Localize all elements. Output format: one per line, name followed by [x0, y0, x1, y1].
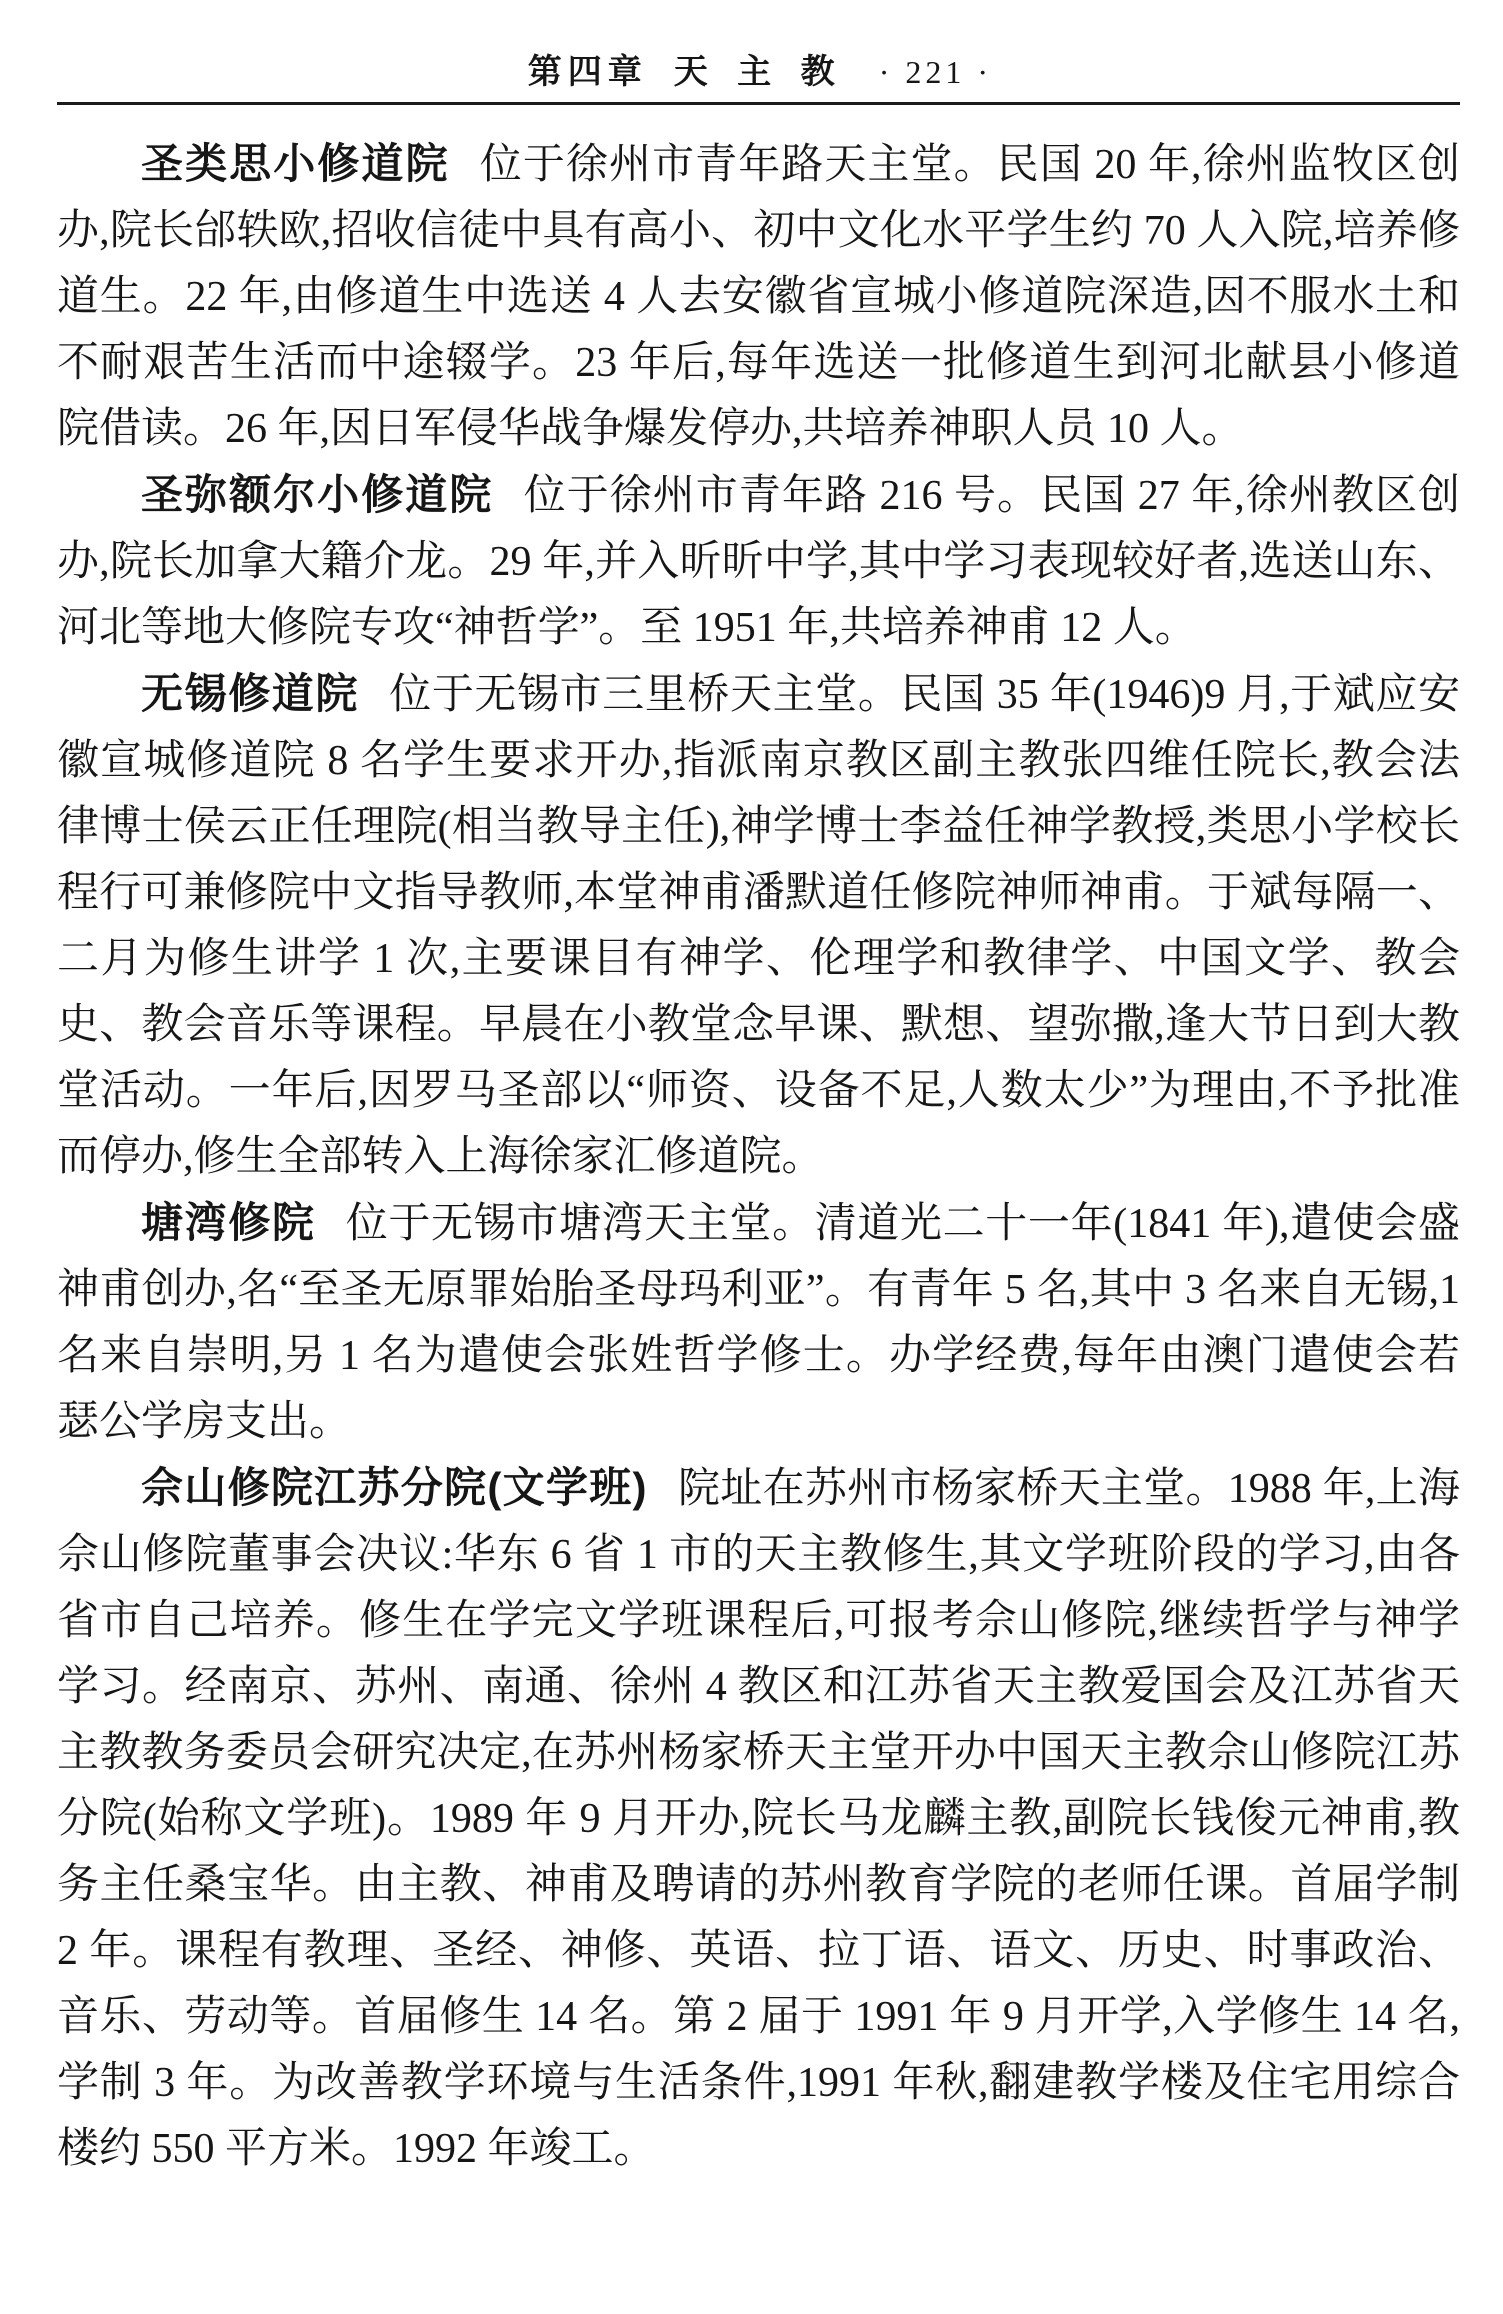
entry-paragraph [57, 131, 1460, 462]
entry-text: 位于无锡市三里桥天主堂。民国 35 年(1946)9 月,于斌应安徽宣城修道院 8 名学生要求开办,指派南京教区副主教张四维任院长,教会法律博士侯云正任理院(相当教导主任),神学博士李益任神学教授,类思小学校长程行可兼修院中文指导教师,本堂神甫潘默道任修院神师神甫。于斌每隔一、二月为修生讲学 1 次,主要课目有神学、伦理学和教律学、中国文学、教会史、教会音乐等课程。早晨在小教堂念早课、默想、望弥撒,逢大节日到大教堂活动。一年后,因罗马圣部以“师资、设备不足,人数太少”为理由,不予批准而停办,修生全部转入上海徐家汇修道院。 [57, 672, 1460, 1180]
page-number: · 221 · [878, 54, 992, 90]
entry-term: 塘湾修院 [141, 1199, 316, 1246]
entry-paragraph [57, 661, 1460, 1190]
entry-text: 院址在苏州市杨家桥天主堂。1988 年,上海佘山修院董事会决议:华东 6 省 1 市的天主教修生,其文学班阶段的学习,由各省市自己培养。修生在学完文学班课程后,可报考佘山修院,继续哲学与神学学习。经南京、苏州、南通、徐州 4 教区和江苏省天主教爱国会及江苏省天主教教务委员会研究决定,在苏州杨家桥天主堂开办中国天主教佘山修院江苏分院(始称文学班)。1989 年 9 月开办,院长马龙麟主教,副院长钱俊元神甫,教务主任桑宝华。由主教、神甫及聘请的苏州教育学院的老师任课。首届学制 2 年。课程有教理、圣经、神修、英语、拉丁语、语文、历史、时事政治、音乐、劳动等。首届修生 14 名。第 2 届于 1991 年 9 月开学,入学修生 14 名,学制 3 年。为改善教学环境与生活条件,1991 年秋,翻建教学楼及住宅用综合楼约 550 平方米。1992 年竣工。 [57, 1466, 1460, 2172]
header-divider [57, 102, 1460, 105]
section-title: 天 主 教 [673, 53, 845, 91]
chapter-label: 第四章 [527, 53, 648, 91]
page-body [57, 131, 1460, 2182]
entry-text: 位于徐州市青年路 216 号。民国 27 年,徐州教区创办,院长加拿大籍介龙。29 年,并入昕昕中学,其中学习表现较好者,选送山东、河北等地大修院专攻“神哲学”。至 1951 年,共培养神甫 12 人。 [57, 473, 1460, 651]
entry-term: 圣弥额尔小修道院 [141, 471, 494, 518]
entry-term: 佘山修院江苏分院(文学班) [141, 1464, 648, 1511]
entry-text: 位于徐州市青年路天主堂。民国 20 年,徐州监牧区创办,院长邰轶欧,招收信徒中具有高小、初中文化水平学生约 70 人入院,培养修道生。22 年,由修道生中选送 4 人去安徽省宣城小修道院深造,因不服水土和不耐艰苦生活而中途辍学。23 年后,每年选送一批修道生到河北献县小修道院借读。26 年,因日军侵华战争爆发停办,共培养神职人员 10 人。 [57, 142, 1460, 452]
page-header [57, 52, 1460, 92]
entry-text: 位于无锡市塘湾天主堂。清道光二十一年(1841 年),遣使会盛神甫创办,名“至圣无原罪始胎圣母玛利亚”。有青年 5 名,其中 3 名来自无锡,1 名来自崇明,另 1 名为遣使会张姓哲学修士。办学经费,每年由澳门遣使会若瑟公学房支出。 [57, 1201, 1460, 1445]
entry-paragraph [57, 462, 1460, 661]
entry-term: 无锡修道院 [141, 670, 359, 717]
entry-paragraph [57, 1190, 1460, 1455]
entry-paragraph [57, 1455, 1460, 2182]
entry-term: 圣类思小修道院 [141, 140, 450, 187]
